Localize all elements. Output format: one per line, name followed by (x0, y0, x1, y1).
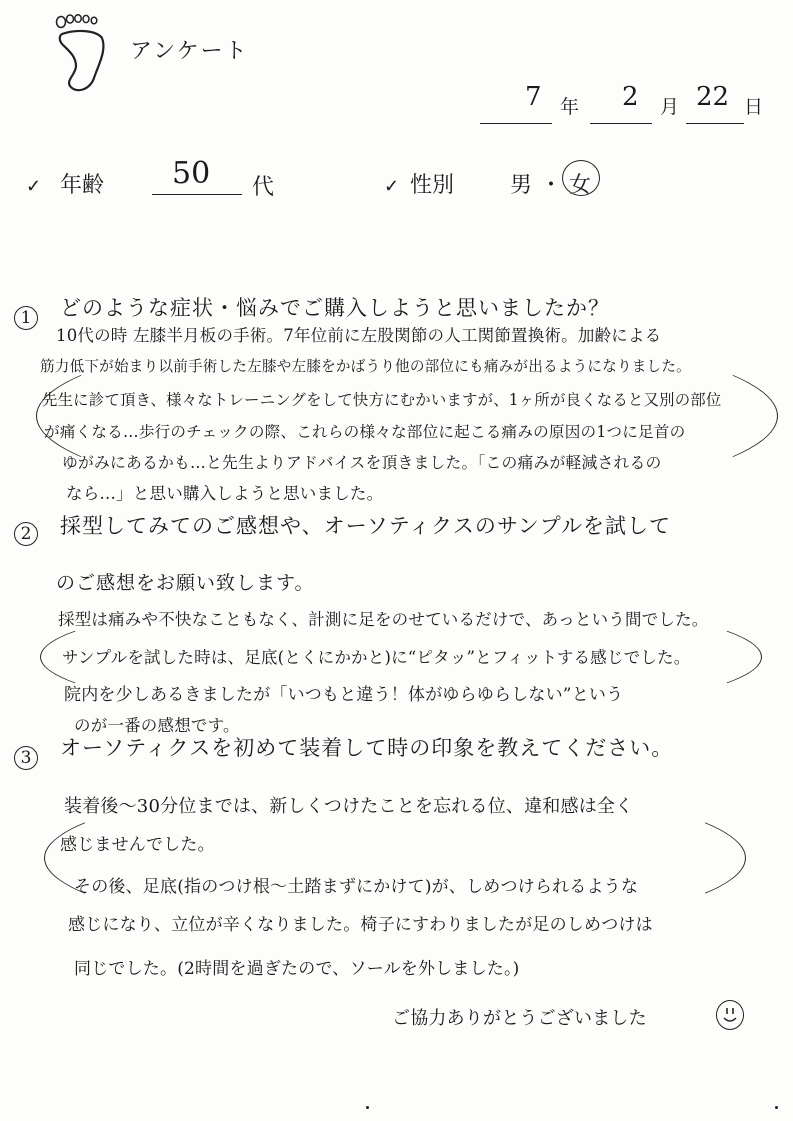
scan-speck (366, 1106, 369, 1109)
answer-1-line-4: が痛くなる…歩行のチェックの際、これらの様々な部位に起こる痛みの原因の1つに足首の (44, 423, 686, 441)
foot-logo-icon (54, 14, 112, 94)
answer-1-line-6: なら…」と思い購入しようと思いました。 (66, 484, 384, 503)
age-label: 年齢 (60, 173, 105, 198)
date-year-unit: 年 (560, 96, 580, 118)
age-check-icon: ✓ (26, 176, 42, 197)
date-year: 7 (525, 82, 542, 112)
age-value: 50 (172, 156, 211, 191)
gender-separator: ・ (540, 173, 563, 198)
answer-1-line-1: 10代の時 左膝半月板の手術。7年位前に左股関節の人工関節置換術。加齢による (56, 326, 662, 345)
smiley-face-icon (716, 1000, 744, 1030)
answer-1-line-5: ゆがみにあるかも…と先生よりアドバイスを頂きました。「この痛みが軽減されるの (62, 453, 662, 472)
answer-2-line-3: 院内を少しあるきましたが「いつもと違う！体がゆらゆらしない”という (64, 685, 624, 705)
year-underline (480, 123, 552, 124)
month-underline (590, 123, 652, 124)
answer-3-line-4: 感じになり、立位が辛くなりました。椅子にすわりましたが足のしめつけは (68, 915, 653, 935)
closing-thanks: ご協力ありがとうございました (392, 1008, 647, 1029)
day-underline (686, 123, 744, 124)
question-number-3: 3 (14, 746, 38, 770)
question-number-2: 2 (14, 522, 38, 546)
age-underline (152, 194, 242, 195)
age-unit: 代 (252, 175, 275, 200)
question-3: オーソティクスを初めて装着して時の印象を教えてください。 (60, 736, 674, 760)
gender-selection-circle (562, 160, 600, 196)
gender-male: 男 (510, 173, 533, 198)
question-2-continued: のご感想をお願い致します。 (56, 572, 315, 594)
gender-female: 女 (569, 173, 592, 198)
date-day-unit: 日 (744, 96, 764, 118)
date-day: 22 (696, 82, 730, 112)
answer-2-line-4: のが一番の感想です。 (74, 716, 240, 735)
page-title: アンケート (130, 39, 249, 64)
answer-1-line-3: 先生に診て頂き、様々なトレーニングをして快方にむかいますが、1ヶ所が良くなると又別の部位 (42, 391, 722, 409)
answer-2-line-1: 採型は痛みや不快なこともなく、計測に足をのせているだけで、あっという間でした。 (58, 610, 709, 629)
date-month: 2 (622, 82, 639, 112)
answer-1-line-2: 筋力低下が始まり以前手術した左膝や左膝をかばうり他の部位にも痛みが出るようになりました。 (40, 358, 691, 375)
gender-label: 性別 (410, 173, 455, 198)
answer-3-line-3: その後、足底(指のつけ根〜土踏まずにかけて)が、しめつけられるような (74, 877, 639, 897)
answer-3-line-2: 感じませんでした。 (60, 835, 215, 855)
question-2: 採型してみてのご感想や、オーソティクスのサンプルを試して (60, 514, 671, 538)
question-number-1: 1 (14, 306, 38, 330)
answer-3-line-5: 同じでした。(2時間を過ぎたので、ソールを外しました。) (74, 959, 520, 979)
scan-speck (775, 1106, 778, 1109)
answer-2-line-2: サンプルを試した時は、足底(とくにかかと)に“ピタッ”とフィットする感じでした。 (62, 648, 691, 667)
date-month-unit: 月 (660, 96, 680, 118)
answer-3-line-1: 装着後〜30分位までは、新しくつけたことを忘れる位、違和感は全く (64, 796, 634, 817)
question-1: どのような症状・悩みでご購入しようと思いましたか？ (60, 296, 610, 320)
date-row (480, 82, 770, 126)
gender-check-icon: ✓ (384, 176, 400, 197)
